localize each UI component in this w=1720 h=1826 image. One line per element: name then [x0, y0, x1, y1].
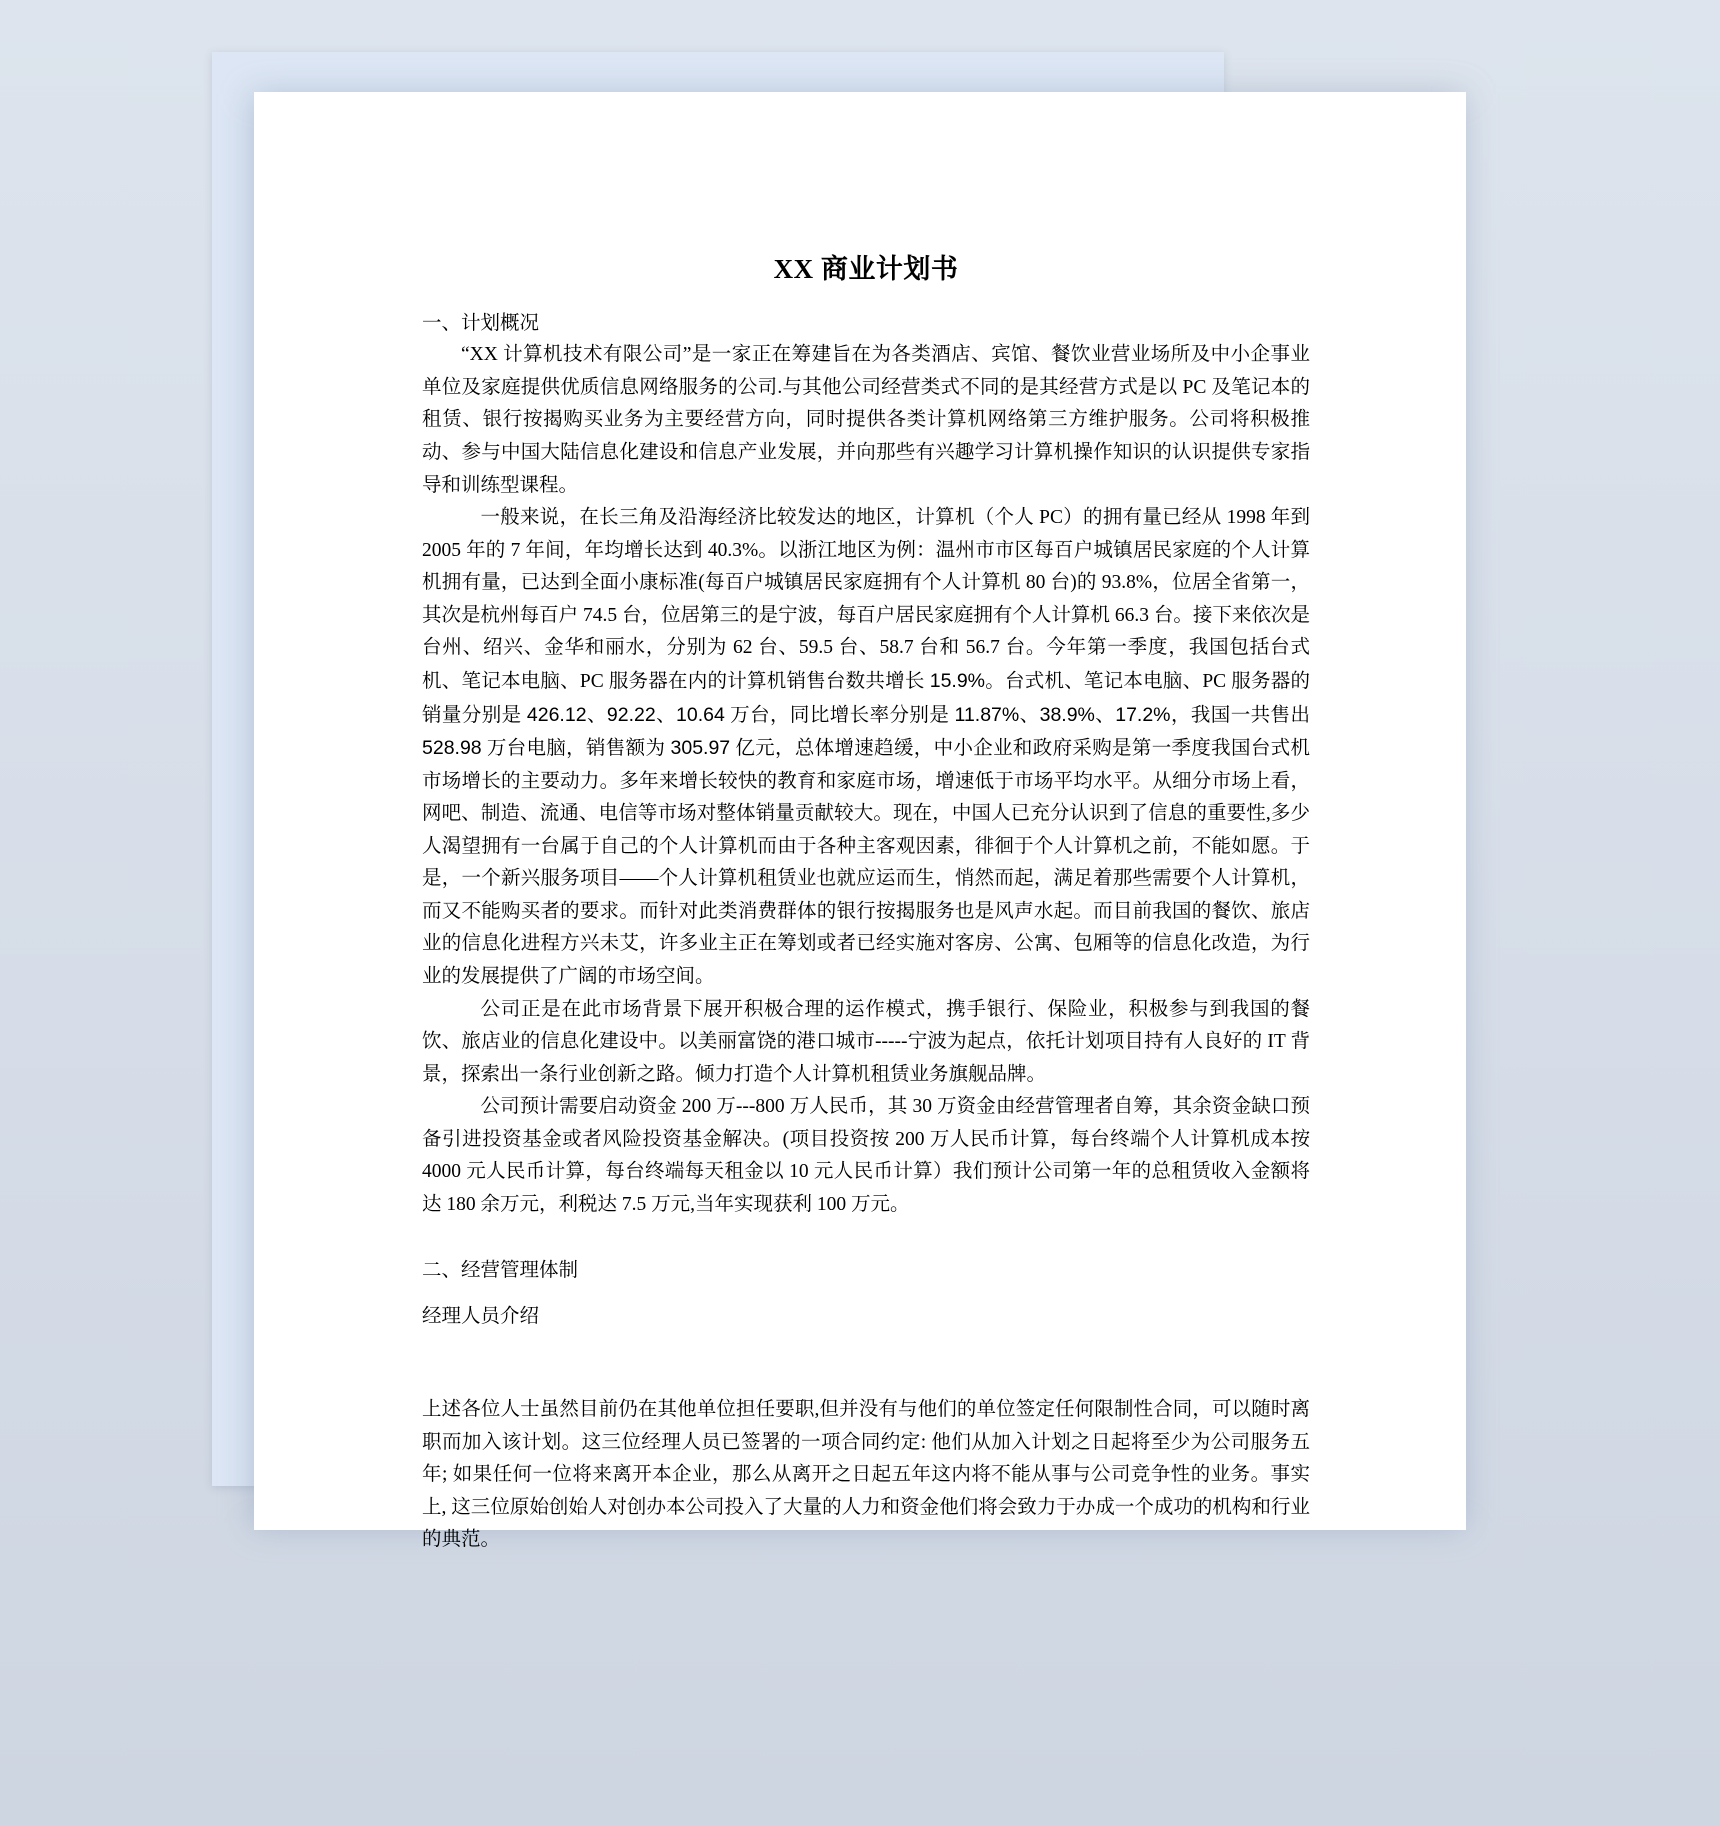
section-heading-management-system: 二、经营管理体制 — [422, 1259, 579, 1281]
numeric-value: 17.2% — [1115, 703, 1171, 726]
paragraph-market-statistics: 一般来说，在长三角及沿海经济比较发达的地区，计算机（个人 PC）的拥有量已经从 1998 年到 2005 年的 7 年间，年均增长达到 40.3%。以浙江地区为例：温州市市区每百户城镇居民家庭的个人计算机拥有量，已达到全面小康标准(每百户城镇居民家庭拥有个人计算机 80 台)的 93.8%，位居全省第一，其次是杭州每百户 74.5 台，位居第三的是宁波，每百户居民家庭拥有个人计算机 66.3 台。接下来依次是台州、绍兴、金华和丽水，分别为 62 台、59.5 台、58.7 台和 56.7 台。今年第一季度，我国包括台式机、笔记本电脑、PC 服务器在内的计算机销售台数共增长 15.9%。台式机、笔记本电脑、PC 服务器的销量分别是 426.12、92.22、10.64 万台，同比增长率分别是 11.87%、38.9%、17.2%，我国一共售出 528.98 万台电脑，销售额为 305.97 亿元，总体增速趋缓，中小企业和政府采购是第一季度我国台式机市场增长的主要动力。多年来增长较快的教育和家庭市场，增速低于市场平均水平。从细分市场上看，网吧、制造、流通、电信等市场对整体销量贡献较大。现在，中国人已充分认识到了信息的重要性,多少人渴望拥有一台属于自己的个人计算机而由于各种主客观因素，徘徊于个人计算机之前，不能如愿。于是，一个新兴服务项目——个人计算机租赁业也就应运而生，悄然而起，满足着那些需要个人计算机，而又不能购买者的要求。而针对此类消费群体的银行按揭服务也是风声水起。而目前我国的餐饮、旅店业的信息化进程方兴未艾，许多业主正在筹划或者已经实施对客房、公寓、包厢等的信息化改造，为行业的发展提供了广阔的市场空间。 — [422, 507, 1310, 987]
numeric-value: 92.22 — [606, 703, 656, 726]
numeric-value: 38.9% — [1039, 703, 1095, 726]
section-heading-plan-overview: 一、计划概况 — [422, 313, 540, 335]
paragraph-startup-capital: 公司预计需要启动资金 200 万---800 万人民币，其 30 万资金由经营管理者自筹，其余资金缺口预备引进投资基金或者风险投资基金解决。(项目投资按 200 万人民币计算，每台终端个人计算机成本按 4000 元人民币计算，每台终端每天租金以 10 元人民币计算）我们预计公司第一年的总租赁收入金额将达 180 余万元，利税达 7.5 万元,当年实现获利 100 万元。 — [422, 1096, 1310, 1215]
numeric-value: 305.97 — [670, 737, 731, 760]
numeric-value: 15.9% — [929, 669, 986, 692]
heading-spacer — [422, 1286, 1310, 1302]
document-title: XX 商业计划书 — [773, 254, 959, 284]
paragraph-business-model: 公司正是在此市场背景下展开积极合理的运作模式，携手银行、保险业，积极参与到我国的餐饮、旅店业的信息化建设中。以美丽富饶的港口城市-----宁波为起点，依托计划项目持有人良好的 IT 背景，探索出一条行业创新之路。倾力打造个人计算机租赁业务旗舰品牌。 — [422, 998, 1310, 1085]
numeric-value: 10.64 — [676, 703, 725, 726]
document-body — [422, 252, 1310, 1557]
numeric-value: 426.12 — [526, 703, 587, 726]
paragraph-company-intro: “XX 计算机技术有限公司”是一家正在筹建旨在为各类酒店、宾馆、餐饮业营业场所及中小企事业单位及家庭提供优质信息网络服务的公司.与其他公司经营类式不同的是其经营方式是以 PC 及笔记本的租赁、银行按揭购买业务为主要经营方向，同时提供各类计算机网络第三方维护服务。公司将积极推动、参与中国大陆信息化建设和信息产业发展，并向那些有兴趣学习计算机操作知识的认识提供专家指导和训练型课程。 — [422, 344, 1310, 496]
document-page — [254, 92, 1466, 1551]
subheading-manager-introduction: 经理人员介绍 — [422, 1305, 540, 1327]
paragraph-manager-contract-terms: 上述各位人士虽然目前仍在其他单位担任要职,但并没有与他们的单位签定任何限制性合同，可以随时离职而加入该计划。这三位经理人员已签署的一项合同约定: 他们从加入计划之日起将至少为公司服务五年; 如果任何一位将来离开本企业，那么从离开之日起五年这内将不能从事与公司竞争性的业务。事实上, 这三位原始创始人对创办本公司投入了大量的人力和资金他们将会致力于办成一个成功的机构和行业的典范。 — [422, 1398, 1310, 1551]
numeric-value: 528.98 — [422, 737, 482, 760]
section-spacer — [422, 1222, 1310, 1256]
numeric-value: 11.87% — [954, 703, 1020, 726]
blank-content-spacer — [422, 1332, 1310, 1394]
